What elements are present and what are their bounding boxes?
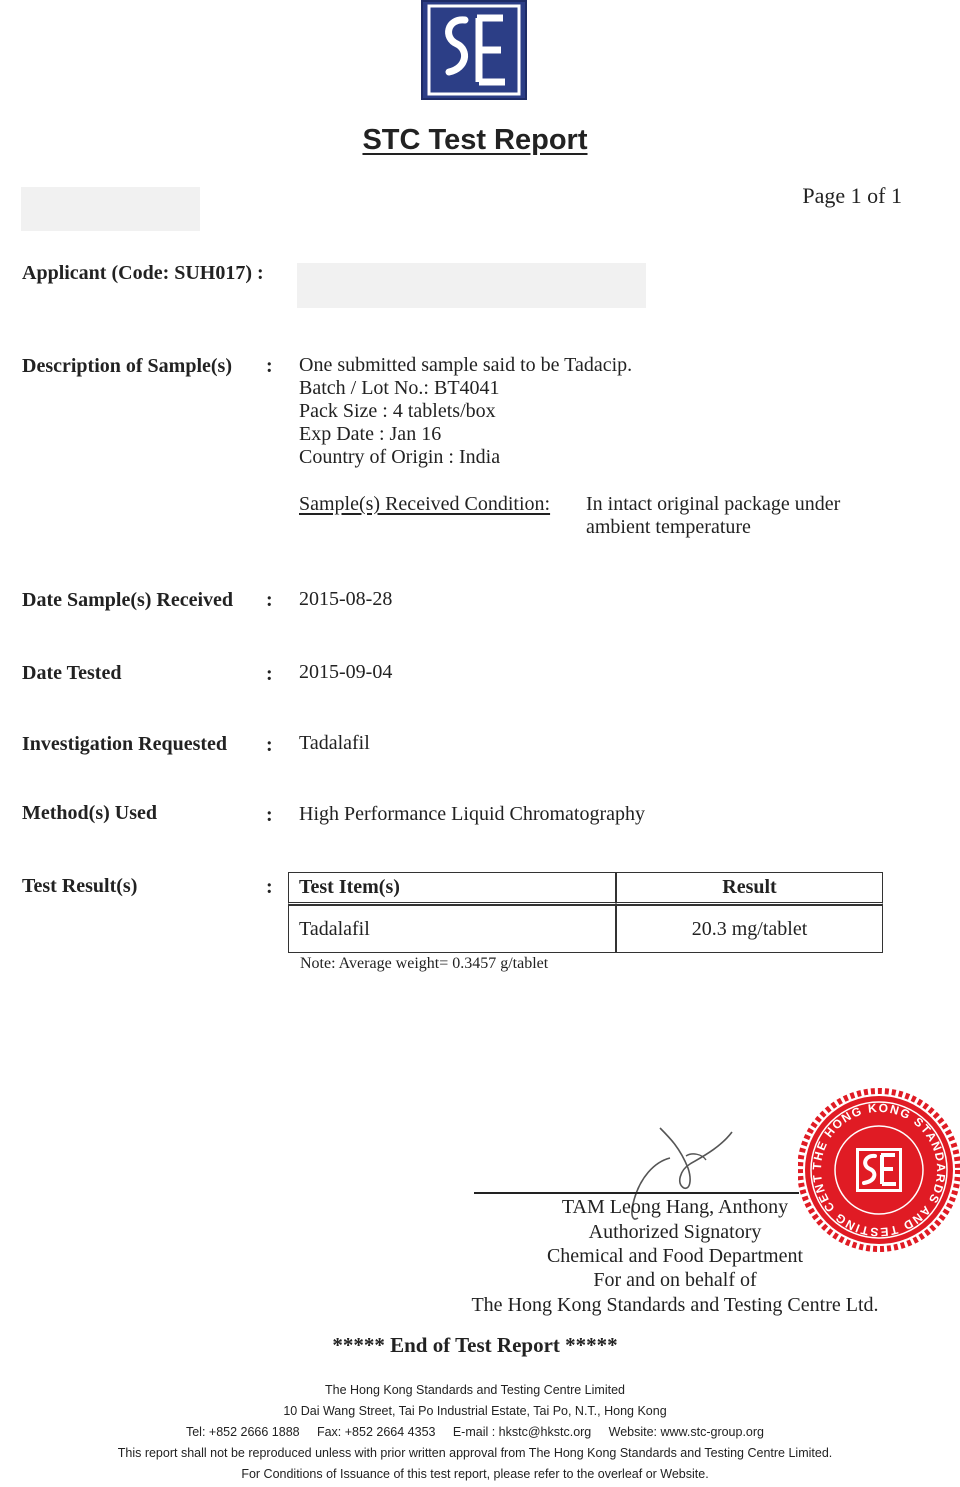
results-note: Note: Average weight= 0.3457 g/tablet [300, 955, 549, 972]
description-line: Pack Size : 4 tablets/box [299, 400, 496, 422]
description-label: Description of Sample(s) [22, 355, 232, 377]
description-line: One submitted sample said to be Tadacip. [299, 354, 633, 376]
signatory-company: The Hong Kong Standards and Testing Centre Ltd. [471, 1294, 879, 1316]
colon: : [266, 663, 273, 685]
description-value [299, 354, 632, 469]
page-number: Page 1 of 1 [802, 183, 902, 208]
table-cell: 20.3 mg/tablet [616, 905, 883, 953]
table-cell: Tadalafil [288, 905, 616, 953]
svg-text:THE HONG KONG STANDARDS AND TE: THE HONG KONG STANDARDS AND TESTING CENT [809, 1100, 949, 1240]
condition-line: In intact original package under [586, 493, 841, 515]
date-received-label: Date Sample(s) Received [22, 589, 234, 611]
method-label: Method(s) Used [22, 802, 157, 824]
date-received-value: 2015-08-28 [299, 588, 393, 610]
signatory-title: Authorized Signatory [588, 1221, 762, 1243]
description-line: Exp Date : Jan 16 [299, 423, 442, 445]
table-header: Test Item(s) [288, 872, 616, 905]
end-of-report: ***** End of Test Report ***** [332, 1333, 618, 1357]
results-label: Test Result(s) [22, 875, 138, 897]
date-tested-value: 2015-09-04 [299, 661, 393, 683]
colon: : [266, 876, 273, 898]
investigation-value: Tadalafil [299, 732, 370, 754]
description-line: Batch / Lot No.: BT4041 [299, 377, 500, 399]
description-line: Country of Origin : India [299, 446, 501, 468]
table-header-row [288, 872, 883, 905]
footer-disclaimer: This report shall not be reproduced unless with prior written approval from The Hong Kong Standards and Testing Centre Limited. [117, 1446, 833, 1460]
redacted-block [21, 187, 200, 231]
footer [0, 1380, 950, 1485]
colon: : [266, 804, 273, 826]
footer-address: 10 Dai Wang Street, Tai Po Industrial Estate, Tai Po, N.T., Hong Kong [283, 1404, 667, 1418]
investigation-label: Investigation Requested [22, 733, 228, 755]
colon: : [266, 734, 273, 756]
results-table [288, 872, 883, 953]
condition-line: ambient temperature [586, 516, 751, 538]
method-value: High Performance Liquid Chromatography [299, 803, 646, 825]
footer-company: The Hong Kong Standards and Testing Centre Limited [325, 1383, 625, 1397]
table-header: Result [616, 872, 883, 905]
table-row [288, 905, 883, 953]
signatory-name: TAM Leong Hang, Anthony [561, 1196, 789, 1218]
date-tested-label: Date Tested [22, 662, 122, 684]
applicant-label: Applicant (Code: SUH017) : [22, 262, 264, 284]
colon: : [266, 589, 273, 611]
report-title: STC Test Report [362, 124, 588, 156]
signatory-department: Chemical and Food Department [546, 1245, 804, 1267]
signature-line [474, 1192, 799, 1194]
footer-conditions: For Conditions of Issuance of this test report, please refer to the overleaf or Website. [241, 1467, 709, 1481]
signatory-behalf: For and on behalf of [593, 1269, 757, 1291]
footer-contact: Tel: +852 2666 1888 Fax: +852 2664 4353 E-mail : hkstc@hkstc.org Website: www.stc-group.org [185, 1425, 765, 1439]
stc-logo [421, 0, 527, 100]
redacted-applicant [297, 263, 646, 308]
colon: : [266, 355, 273, 377]
received-condition-value [586, 493, 840, 539]
company-seal-icon [798, 1088, 960, 1253]
received-condition-label: Sample(s) Received Condition: [299, 493, 551, 515]
